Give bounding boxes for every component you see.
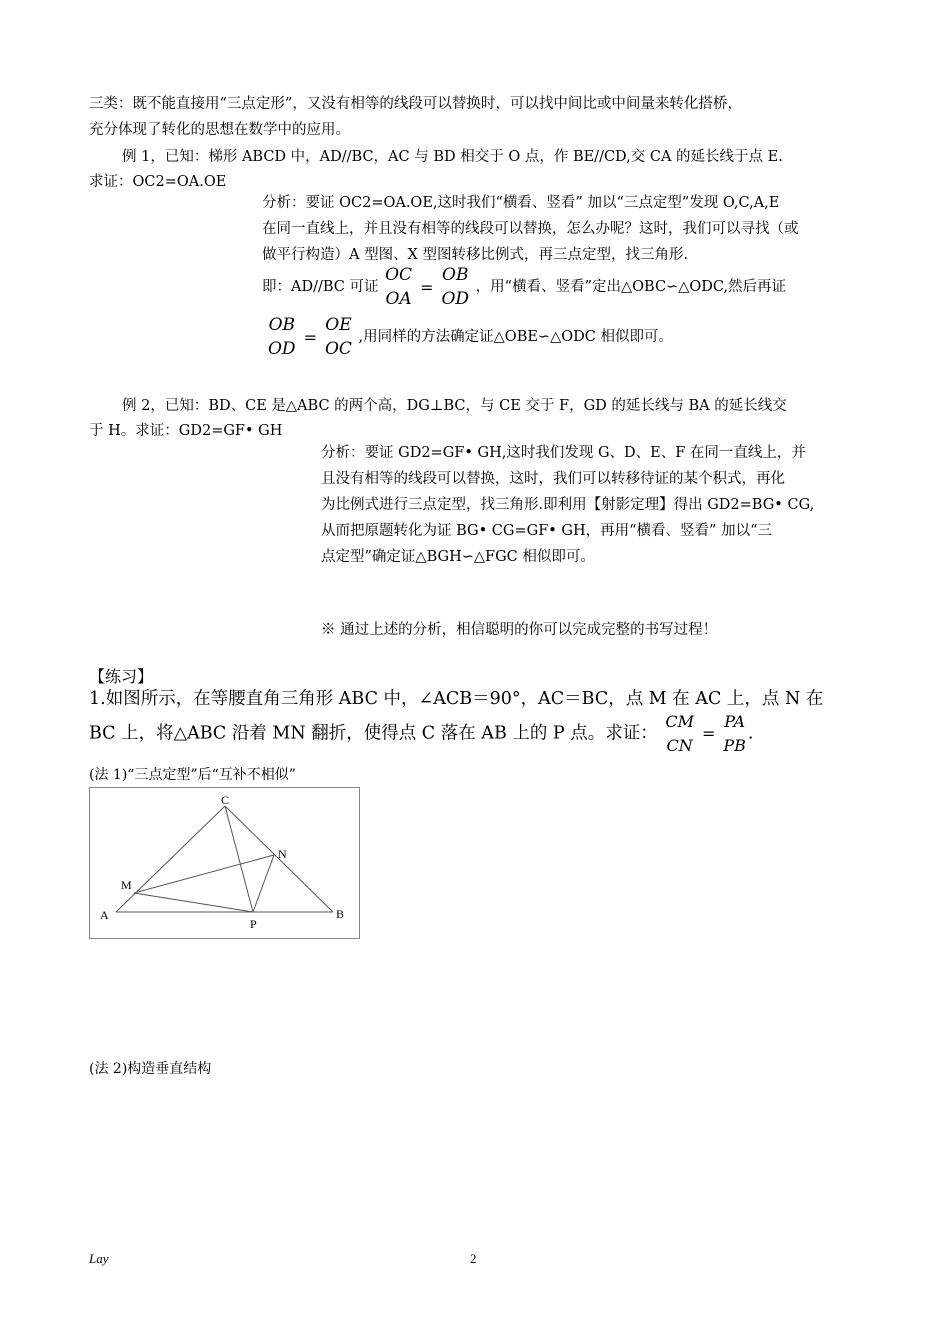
equals-sign: = (420, 277, 434, 297)
segment-cp (225, 806, 253, 912)
numerator: OB (268, 315, 295, 335)
fraction-oe-oc (323, 313, 354, 361)
equals-sign: = (701, 724, 716, 743)
segment-ac (116, 806, 225, 912)
fraction-suffix: ，用“横看、竖看”定出△OBC∽△ODC,然后再证 (475, 279, 787, 295)
example1-statement: 例 1，已知：梯形 ABCD 中，AD//BC，AC 与 BD 相交于 O 点，作 BE//CD,交 CA 的延长线于点 E. (122, 149, 783, 165)
denominator: OC (324, 339, 352, 359)
triangle-diagram (90, 788, 359, 938)
example2-prove: 于 H。求证：GD2=GF• GH (89, 423, 283, 439)
practice-heading: 【练习】 (89, 667, 154, 686)
intro-line-1: 三类：既不能直接用“三点定形”，又没有相等的线段可以替换时，可以找中间比或中间量来转化搭桥， (89, 96, 742, 112)
label-a: A (100, 908, 109, 922)
fraction-ob-od (266, 313, 298, 361)
label-b: B (336, 907, 345, 921)
numerator: OC (385, 265, 413, 285)
numerator: OE (325, 315, 352, 335)
segment-mp (134, 893, 253, 912)
segment-np (253, 855, 274, 912)
closing-note: ※ 通过上述的分析，相信聪明的你可以完成完整的书写过程！ (321, 622, 718, 638)
label-m: M (121, 878, 132, 892)
geometry-figure (89, 787, 360, 939)
numerator: OB (442, 265, 469, 285)
example1-fraction-line-1 (262, 263, 786, 311)
analysis-line: 在同一直线上，并且没有相等的线段可以替换，怎么办呢？这时，我们可以寻找（或 (262, 221, 799, 237)
fraction-cm-cn (663, 710, 696, 758)
example2-analysis (321, 440, 866, 570)
fraction-suffix: ,用同样的方法确定证△OBE∽△ODC 相似即可。 (358, 329, 673, 345)
numerator: CM (665, 712, 694, 731)
analysis-line: 分析：要证 GD2=GF• GH,这时我们发现 G、D、E、F 在同一直线上，并 (321, 445, 806, 461)
footer-author: Lay (89, 1251, 109, 1266)
page-number: 2 (470, 1251, 477, 1266)
analysis-line: 分析：要证 OC2=OA.OE,这时我们“横看、竖看” 加以“三点定型”发现 O,C,A,E (262, 195, 780, 211)
method-1-label: (法 1)“三点定型”后“互补不相似” (89, 767, 296, 783)
equals-sign: = (303, 327, 317, 347)
question-1-end: . (747, 723, 754, 744)
example1-fraction-line-2 (266, 313, 673, 361)
denominator: OD (268, 339, 296, 359)
question-1-line-1: 1.如图所示，在等腰直角三角形 ABC 中，∠ACB＝90°，AC＝BC，点 M 在 AC 上，点 N 在 (89, 689, 824, 709)
analysis-line: 点定型”确定证△BGH∽△FGC 相似即可。 (321, 549, 595, 565)
denominator: PB (723, 736, 746, 755)
fraction-oc-oa (383, 263, 414, 311)
question-1-text: BC 上，将△ABC 沿着 MN 翻折，使得点 C 落在 AB 上的 P 点。求证： (89, 723, 658, 744)
example1-prove: 求证：OC2=OA.OE (89, 174, 227, 190)
analysis-line: 为比例式进行三点定型，找三角形.即利用【射影定理】得出 GD2=BG• CG, (321, 497, 815, 513)
intro-line-2: 充分体现了转化的思想在数学中的应用。 (89, 122, 350, 138)
analysis-line: 做平行构造）A 型图、X 型图转移比例式，再三点定型，找三角形. (262, 247, 689, 263)
method-2-label: (法 2)构造垂直结构 (89, 1061, 212, 1077)
fraction-prefix: 即：AD//BC 可证 (262, 279, 379, 295)
example2-statement: 例 2，已知：BD、CE 是△ABC 的两个高，DG⊥BC，与 CE 交于 F，GD 的延长线与 BA 的延长线交 (122, 398, 787, 414)
analysis-line: 且没有相等的线段可以替换，这时，我们可以转移待证的某个积式，再化 (321, 471, 785, 487)
fraction-pa-pb (721, 710, 748, 758)
analysis-line: 从而把原题转化为证 BG• CG=GF• GH，再用“横看、竖看” 加以“三 (321, 523, 772, 539)
question-1-line-2 (89, 710, 753, 758)
label-p: P (250, 917, 257, 931)
fraction-ob-od (439, 263, 471, 311)
label-n: N (278, 847, 287, 861)
label-c: C (221, 793, 230, 807)
denominator: OA (385, 289, 412, 309)
denominator: OD (441, 289, 470, 309)
example1-analysis (262, 190, 862, 268)
denominator: CN (666, 736, 693, 755)
numerator: PA (724, 712, 746, 731)
